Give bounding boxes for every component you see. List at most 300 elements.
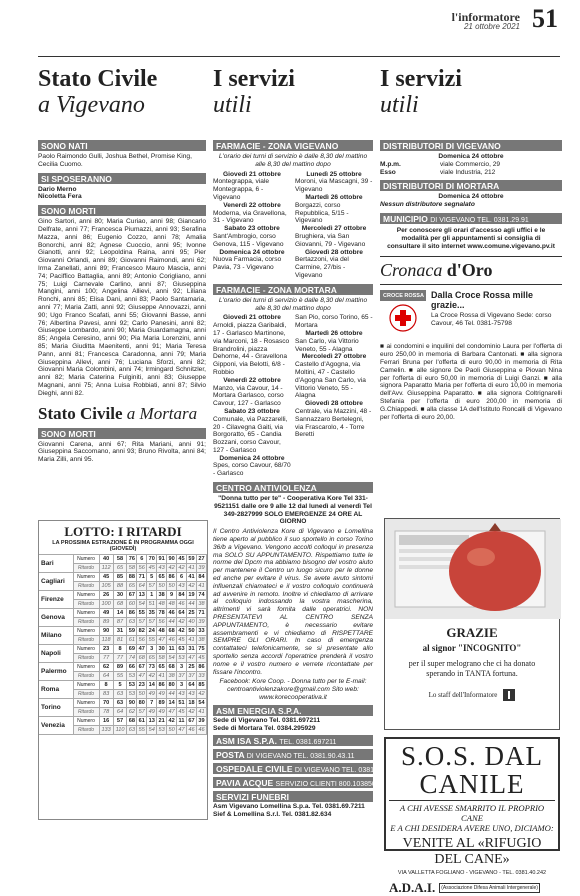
farmacia-vigevano-right-entry-0: Moroni, via Mascagni, 39 - Vigevano: [295, 178, 373, 194]
lotto-ritardo: 58: [128, 565, 135, 571]
lotto-label-numero: Numero: [73, 609, 99, 618]
lotto-ritardo: 51: [148, 601, 155, 607]
farmacie-mortara-left: [213, 314, 291, 478]
antiviolenza-foot: Facebook: Kore Coop. - Donna tutto per te E-mail: centroantiviolenzakore@gmail.com Sito web: www.korecooperativa.it: [219, 678, 367, 701]
adai-sub: (Associazione Difesa Animali Intergenerale): [441, 885, 538, 891]
lotto-number: 19: [188, 592, 195, 598]
farmacia-vigevano-left-day-1: Venerdì 22 ottobre: [223, 201, 281, 209]
sos-line-2: E A CHI DESIDERA AVERE UNO, DICIAMO:: [390, 823, 554, 833]
lotto-number: 24: [148, 628, 155, 634]
lotto-ritardo: 55: [113, 672, 127, 681]
municipio-tel: DI VIGEVANO TEL. 0381.29.91: [430, 216, 529, 224]
lotto-number: 59: [128, 628, 135, 634]
grazie-subtitle: al signor "INCOGNITO": [422, 643, 522, 653]
cronaca-doro-header: [380, 256, 562, 285]
farmacie-vigevano-intro: L'orario dei turni di servizio è dalle 8,30 del mattino alle 8,30 del mattino dopo: [218, 153, 368, 168]
farmacie-vigevano-left: [213, 171, 291, 280]
croce-rossa-title: Dalla Croce Rossa mille grazie...: [431, 290, 534, 311]
funebri-label: SERVIZI FUNEBRI: [213, 791, 373, 802]
lotto-number: 62: [99, 663, 113, 672]
lotto-ritardo: 77: [99, 654, 113, 663]
lotto-ritardo: 42: [168, 565, 175, 571]
lotto-ritardo: 61: [128, 637, 135, 643]
lotto-ritardo: 60: [128, 601, 135, 607]
lotto-number: 27: [198, 556, 205, 562]
lotto-label-numero: Numero: [73, 573, 99, 582]
lotto-number: 42: [168, 718, 175, 724]
lotto-ritardo: 50: [168, 727, 175, 733]
lotto-number: 61: [138, 718, 145, 724]
morti-mortara-label: SONO MORTI: [38, 428, 206, 439]
lotto-ritardo: 83: [99, 690, 113, 699]
servizi-subtitle: utili: [213, 92, 252, 118]
lotto-ritardo: 64: [138, 583, 145, 589]
lotto-number: 80: [168, 682, 175, 688]
farmacia-vigevano-left-entry-2: Sant'Ambrogio, corso Genova, 115 - Vigevano: [213, 232, 284, 248]
lotto-row-numbers: [39, 591, 207, 600]
lotto-ritardo: 47: [188, 655, 195, 661]
pomegranate-photo: [385, 519, 559, 619]
ospedale-label: OSPEDALE CIVILE: [216, 764, 293, 775]
antiviolenza-head: "Donna tutto per te" - Cooperativa Kore Tel 331-9521151 dalle ore 9 alle 12 dal lunedì al venerdì Tel 349-2827999 SOLO EMERGENZE 24 ORE AL GIORNO: [214, 495, 372, 526]
lotto-ritardo: 100: [99, 600, 113, 609]
lotto-number: 86: [198, 664, 205, 670]
lotto-number: 55: [138, 610, 145, 616]
lotto-city: Napoli: [39, 645, 73, 663]
sos-address: VIA VALLETTA FOGLIANO - VIGEVANO - TEL. 0381.40.242: [397, 870, 547, 876]
lotto-ritardo: 55: [138, 727, 145, 733]
lotto-number: 91: [158, 556, 165, 562]
lotto-label-ritardo: Ritardo: [73, 672, 99, 681]
lotto-number: 11: [167, 645, 177, 654]
lotto-ritardo: 56: [138, 565, 145, 571]
lotto-label-ritardo: Ritardo: [73, 654, 99, 663]
pomegranate-image: [385, 519, 561, 619]
lotto-row-numbers: [39, 573, 207, 582]
lotto-ritardo: 40: [188, 619, 195, 625]
farmacia-mortara-left-day-2: Sabato 23 ottobre: [224, 407, 280, 415]
lotto-number: 7: [147, 699, 157, 708]
lotto-ritardo: 54: [168, 655, 175, 661]
lotto-number: 13: [148, 718, 155, 724]
farmacia-mortara-left-entry-1: Manzo, via Cavour, 14 - Mortara Garlasco, corso Cavour, 127 - Garlasco: [213, 384, 284, 408]
lotto-ritardo: 57: [138, 619, 145, 625]
adai-name: A.D.A.I.: [389, 880, 436, 895]
header-rule: [38, 56, 560, 57]
stato-civile-subtitle: a Vigevano: [38, 92, 145, 118]
lotto-ritardo: 53: [178, 655, 185, 661]
lotto-ritardo: 87: [113, 618, 127, 627]
page-header: [0, 0, 580, 58]
stato-civile-mortara-title: [38, 404, 206, 424]
lotto-label-ritardo: Ritardo: [73, 600, 99, 609]
lotto-number: 5: [113, 681, 127, 690]
farmacia-vigevano-right-day-0: Lunedì 25 ottobre: [306, 170, 362, 178]
lotto-number: 76: [128, 556, 135, 562]
lotto-ritardo: 44: [188, 601, 195, 607]
lotto-ritardo: 50: [138, 691, 145, 697]
lotto-ritardo: 45: [178, 709, 185, 715]
lotto-label-numero: Numero: [73, 717, 99, 726]
lotto-number: 18: [188, 700, 195, 706]
lotto-ritardo: 45: [198, 655, 205, 661]
lotto-ritardo: 63: [128, 727, 135, 733]
farmacie-mortara-intro: L'orario dei turni di servizio è dalle 8,30 del mattino alle 8,30 del mattino dopo: [218, 296, 368, 312]
lotto-label-numero: Numero: [73, 591, 99, 600]
lotto-number: 35: [148, 610, 155, 616]
servizi-title: I servizi: [213, 66, 295, 92]
lotto-number: 57: [113, 717, 127, 726]
lotto-ritardo: 38: [168, 673, 175, 679]
lotto-number: 9: [167, 591, 177, 600]
lotto-ritardo: 50: [158, 583, 165, 589]
lotto-ritardo: 43: [178, 691, 185, 697]
distributori-vigevano-day: Domenica 24 ottobre: [438, 153, 504, 160]
lotto-number: 64: [188, 682, 195, 688]
funebri-1: Asm Vigevano Lomellina S.p.a. Tel. 0381.69.7211: [213, 803, 365, 811]
lotto-number: 45: [178, 556, 185, 562]
lotto-number: 47: [138, 646, 145, 652]
informatore-logo-icon: [503, 689, 515, 701]
lotto-ritardo: 38: [198, 637, 205, 643]
lotto-number: 40: [99, 555, 113, 564]
lotto-city: Firenze: [39, 591, 73, 609]
lotto-ritardo: 58: [158, 655, 165, 661]
sos-big: VENITE AL «RIFUGIO DEL CANE»: [402, 836, 542, 867]
croce-rossa-logo-box: [380, 290, 426, 340]
lotto-number: 3: [147, 645, 157, 654]
posta-tel: DI VIGEVANO TEL. 0381.90.43.11: [246, 753, 355, 761]
distributori-mortara-label: DISTRIBUTORI DI MORTARA: [380, 180, 562, 191]
lotto-ritardo: 48: [158, 601, 165, 607]
ospedale-tel: DI VIGEVANO TEL. 0381.333.1: [294, 767, 394, 775]
farmacia-vigevano-right-entry-1: Borgazzi, corso Repubblica, 5/15 - Vigevano: [295, 201, 349, 225]
lotto-ritardo: 47: [138, 673, 145, 679]
lotto-ritardo: 42: [178, 619, 185, 625]
lotto-ritardo: 46: [188, 727, 195, 733]
lotto-ritardo: 57: [138, 709, 145, 715]
croce-rossa-head: [380, 290, 562, 340]
lotto-number: 67: [188, 718, 195, 724]
lotto-label-ritardo: Ritardo: [73, 726, 99, 735]
farmacia-mortara-right-entry-2: Castello d'Agogna, via Moltini, 47 - Castello d'Agogna San Carlo, via Vittorio Veneto, 55 - Alagna: [295, 361, 366, 400]
lotto-number: 89: [113, 663, 127, 672]
morti-text: Gino Sartori, anni 80; Maria Curiao, anni 98; Giancarlo Delfrate, anni 77; Francesca Piumazzi, anni 93; Serafina Mazza, anni 86; Eugenio Cozzo, anni 78; Amalia Bonorchi, anni 82; Agnese Cuoccio, anni 95; Ivonne Gianotti, anni 92; Leopoldina Raina, anni 95; Pier Giovanni Orlandi, anni 89; Giovanni Raimondi, anni 62; Irma Zanellati, anni 89; Francesco Mauro Mascia, anni 74; Paciffico Battaglia, anni 89; Antonio Coriglianо, anni 75; Luigi Carnevale Carlino, anni 87; Giuseppina Mangini, anni 100; Angelina Allievi, anni 92; Liliana Ronchi, anni 85; Elisa Dani, anni 83; Paolo Santamaria, anni 77; Maria Zatti, anni 92; Giuseppe Annovazzi, anni 90; Ugo Franco Scafati, anni 55; Giovanni Basse, anni 76; Albertina Pavesi, anni 92; Carlo Panesini, anni 82; Giuseppe Lombardo, anni 90; Maria Guardamagna, anni 85; Angela Ceresino, anni 90; Pia Maria Lorenzini, anni 85; Maria Giuditta Maenitenti, anni 91; Maria Teresa Pann, anni 81; Francesca Caradonna, anni 79; Maria Giuseppina Allevi, anni 76; Luciana Sforzi, anni 82; Giovanni Maria Colombini, anni 74; Irmingard Schnitzler, anni 82; Maria Caterina Fulginiti, anni 83; Giuseppe Magnani, anni 75; Anna Luisa Robbiati, anni 87; Silvio Dieghi, anni 82.: [38, 218, 206, 397]
lotto-number: 50: [188, 628, 195, 634]
lotto-number: 70: [99, 699, 113, 708]
lotto-number: 90: [168, 556, 175, 562]
farmacia-vigevano-left-entry-1: Moderna, via Gravellona, 31 - Vigevano: [213, 209, 287, 225]
red-cross-icon: [380, 301, 426, 335]
grazie-sign-row: [385, 689, 559, 701]
lotto-number: 65: [158, 664, 165, 670]
pavia-acque-tel: SERVIZIO CLIENTI 800.103850: [275, 781, 376, 789]
lotto-number: 6: [177, 573, 187, 582]
lotto-box: [38, 520, 208, 820]
lotto-ritardo: 63: [128, 619, 135, 625]
lotto-label-numero: Numero: [73, 681, 99, 690]
lotto-ritardo: 42: [198, 691, 205, 697]
sos-title: S.O.S. DAL CANILE: [400, 741, 544, 799]
lotto-city: Cagliari: [39, 573, 73, 591]
lotto-ritardo: 78: [99, 708, 113, 717]
lotto-ritardo: 62: [128, 709, 135, 715]
lotto-number: 78: [158, 610, 165, 616]
lotto-ritardo: 42: [188, 709, 195, 715]
lotto-number: 23: [99, 645, 113, 654]
lotto-number: 90: [99, 627, 113, 636]
lotto-label-ritardo: Ritardo: [73, 708, 99, 717]
lotto-number: 82: [138, 628, 145, 634]
lotto-number: 74: [198, 592, 205, 598]
lotto-number: 5: [147, 573, 157, 582]
asm-isa-bar: [213, 735, 373, 746]
distributore-2: [380, 169, 562, 177]
farmacia-vigevano-right-entry-3: Bertazzoni, via del Carmine, 27/bis - Vigevano: [295, 256, 349, 279]
lotto-ritardo: 45: [178, 637, 185, 643]
farmacia-vigevano-left-day-3: Domenica 24 ottobre: [219, 248, 285, 256]
lotto-number: 38: [158, 592, 165, 598]
lotto-ritardo: 44: [168, 619, 175, 625]
ospedale-bar: [213, 763, 394, 775]
posta-label: POSTA: [216, 750, 245, 761]
lotto-table: [39, 554, 207, 735]
lotto-ritardo: 44: [168, 691, 175, 697]
sos-line-1: A CHI AVESSE SMARRITO IL PROPRIO CANE: [399, 803, 545, 823]
lotto-row-numbers: [39, 645, 207, 654]
farmacia-mortara-left-day-1: Venerdì 22 ottobre: [223, 376, 281, 384]
lotto-number: 1: [147, 591, 157, 600]
lotto-ritardo: 45: [148, 565, 155, 571]
publication-name: l'informatore: [451, 10, 520, 24]
grazie-title: GRAZIE: [446, 625, 498, 640]
lotto-label-ritardo: Ritardo: [73, 636, 99, 645]
lotto-number: 84: [198, 574, 205, 580]
lotto-city: Milano: [39, 627, 73, 645]
lotto-ritardo: 38: [198, 601, 205, 607]
sposo-name: Dario Merno: [38, 185, 77, 193]
lotto-ritardo: 41: [198, 583, 205, 589]
morti-section-label: SONO MORTI: [38, 205, 206, 216]
lotto-number: 86: [168, 574, 175, 580]
lotto-ritardo: 56: [158, 619, 165, 625]
lotto-ritardo: 88: [113, 582, 127, 591]
lotto-ritardo: 57: [148, 583, 155, 589]
croce-rossa-label: CROCE ROSSA: [380, 290, 426, 301]
asm-energia-mortara: Sede di Mortara Tel. 0384.295929: [213, 724, 316, 732]
farmacia-mortara-right-entry-3: Centrale, via Mazzini, 48 - Sannazzaro Bertelegni, via Frascarolo, 4 - Torre Beretti: [295, 407, 372, 439]
lotto-ritardo: 54: [138, 601, 145, 607]
lotto-number: 21: [158, 718, 165, 724]
servizi2-subtitle: utili: [380, 92, 419, 118]
lotto-ritardo: 41: [188, 565, 195, 571]
farmacia-vigevano-right-day-3: Giovedì 28 ottobre: [305, 248, 363, 256]
lotto-subtitle: LA PROSSIMA ESTRAZIONE È IN PROGRAMMA OGGI (GIOVEDÌ): [52, 540, 194, 552]
lotto-ritardo: 43: [178, 583, 185, 589]
grazie-sign: Lo staff dell'Informatore: [428, 691, 498, 699]
farmacia-vigevano-right-day-2: Mercoledì 27 ottobre: [301, 225, 367, 233]
lotto-ritardo: 50: [168, 583, 175, 589]
farmacia-vigevano-left-day-0: Giovedì 21 ottobre: [223, 170, 281, 178]
farmacie-vigevano-list: [213, 171, 373, 280]
lotto-label-numero: Numero: [73, 663, 99, 672]
lotto-number: 25: [188, 610, 195, 616]
lotto-ritardo: 41: [188, 637, 195, 643]
stato-civile-mortara-title-b: a Mortara: [126, 403, 198, 423]
doro-word: d'Oro: [446, 260, 493, 281]
lotto-ritardo: 63: [113, 690, 127, 699]
lotto-number: 86: [128, 610, 135, 616]
lotto-ritardo: 77: [113, 654, 127, 663]
pavia-acque-label: PAVIA ACQUE: [216, 778, 274, 789]
lotto-number: 14: [168, 700, 175, 706]
lotto-number: 85: [113, 573, 127, 582]
lotto-ritardo: 39: [198, 619, 205, 625]
lotto-label-numero: Numero: [73, 627, 99, 636]
morti-mortara-text: Giovanni Carena, anni 67; Rita Mariani, anni 91; Giuseppina Saccomano, anni 93; Bruno Rivolta, anni 84; Maria Zilli, anni 95.: [38, 440, 206, 464]
lotto-number: 53: [128, 682, 135, 688]
farmacia-mortara-left-day-3: Domenica 24 ottobre: [219, 454, 285, 462]
lotto-ritardo: 46: [198, 727, 205, 733]
lotto-label-ritardo: Ritardo: [73, 582, 99, 591]
servizi2-title: I servizi: [380, 66, 462, 92]
lotto-label-numero: Numero: [73, 645, 99, 654]
croce-rossa-info: La Croce Rossa di Vigevano Sede: corso Cavour, 46 Tel. 0381-75798: [431, 312, 552, 328]
lotto-ritardo: 65: [113, 564, 127, 573]
lotto-ritardo: 42: [188, 583, 195, 589]
farmacia-mortara-right-entry-0: San Pio, corso Torino, 65 - Mortara: [295, 314, 373, 330]
farmacia-vigevano-right-day-1: Martedì 26 ottobre: [305, 193, 363, 201]
lotto-label-numero: Numero: [73, 555, 99, 564]
farmacia-mortara-right-day-2: Mercoledì 27 ottobre: [301, 353, 367, 361]
lotto-label-ritardo: Ritardo: [73, 618, 99, 627]
lotto-row-numbers: [39, 699, 207, 708]
lotto-ritardo: 64: [99, 672, 113, 681]
farmacia-mortara-right-day-3: Giovedì 28 ottobre: [305, 400, 363, 408]
lotto-ritardo: 54: [148, 727, 155, 733]
lotto-ritardo: 33: [198, 673, 205, 679]
distributore-1-name: M.p.m.: [380, 160, 401, 168]
lotto-number: 45: [99, 573, 113, 582]
lotto-number: 8: [99, 681, 113, 690]
lotto-number: 75: [198, 646, 205, 652]
lotto-ritardo: 49: [158, 691, 165, 697]
lotto-number: 31: [113, 627, 127, 636]
lotto-ritardo: 105: [99, 582, 113, 591]
lotto-number: 16: [99, 717, 113, 726]
lotto-number: 67: [138, 664, 145, 670]
farmacia-mortara-left-entry-0: Arnoldi, piazza Garibaldi, 17 - Garlasco Martinone, via Marconi, 18 - Rosasco Brandrolini, piazza Dehorne, 44 - Gravellona Gipponi, via Belotti, 6/8 - Robbio: [213, 322, 290, 376]
lotto-city: Genova: [39, 609, 73, 627]
adai-row: [389, 880, 555, 896]
lotto-number: 68: [168, 664, 175, 670]
lotto-ritardo: 46: [168, 637, 175, 643]
lotto-row-numbers: [39, 627, 207, 636]
farmacia-mortara-left-entry-2: Comunale, via Pazzarelli, 20 - Cilavegna Gaiti, via Borgoratto, 65 - Candia Bozzani, corso Cavour, 127 - Garlasco: [213, 415, 288, 454]
distributore-1-addr: viale Commercio, 29: [440, 160, 501, 168]
lotto-number: 71: [138, 574, 145, 580]
farmacia-vigevano-left-entry-0: Montegrappa, viale Montegrappa, 6 - Vigevano: [213, 178, 270, 201]
distributore-2-addr: viale Industria, 212: [440, 168, 496, 176]
lotto-number: 39: [198, 718, 205, 724]
asm-isa-label: ASM ISA S.P.A.: [216, 736, 277, 747]
lotto-number: 51: [178, 700, 185, 706]
distributore-2-name: Esso: [380, 168, 396, 176]
lotto-label-numero: Numero: [73, 699, 99, 708]
cronaca-word: Cronaca: [380, 260, 443, 281]
lotto-ritardo: 41: [198, 709, 205, 715]
lotto-ritardo: 39: [198, 565, 205, 571]
grazie-body: per il super melograno che ci ha donato sperando in TANTA fortuna.: [408, 659, 536, 678]
lotto-ritardo: 112: [99, 564, 113, 573]
lotto-ritardo: 41: [158, 673, 165, 679]
farmacia-mortara-right-entry-1: San Carlo, via Vittorio Veneto, 55 - Alagna: [295, 337, 359, 353]
lotto-number: 70: [148, 556, 155, 562]
distributore-1: [380, 161, 562, 169]
antiviolenza-body: Il Centro Antiviolenza Kore di Vigevano e Lomellina tiene aperto al pubblico il suo sportello in corso Torino 36/b a Vigevano. Vengono accolti colloqui in presenza ma SOLO SU APPUNTAMENTO. Rispettiamo tutte le norme dei Dpcm ma abbiamo bisogno del vostro aiuto per mantenere il Centro un luogo sicuro per le donne ed anche per evitare il virus. Se avete avuto sintomi influenzali chiamateci e il vostro colloquio continuerà ad avvenire in remoto. Inoltre vi chiediamo di arrivare al colloquio indossando la vostra mascherina, altrimenti vi sarà fornita dalle operatrici. NON PRESENTATEVI AL CENTRO SENZA APPUNTAMENTO, è necessario evitare assembramenti e vi chiediamo di RISPETTARE SEMPRE GLI ORARI. In caso di emergenza contattateci telefonicamente, se si presentate allo sportello senza accordi l'operatrice prenderà il vostro nome e il vostro numero e verrete ricontattate per fissare l'incontro.: [213, 528, 373, 676]
lotto-number: 41: [188, 574, 195, 580]
sposi-section-label: SI SPOSERANNO: [38, 173, 206, 184]
lotto-ritardo: 133: [99, 726, 113, 735]
lotto-ritardo: 49: [148, 691, 155, 697]
lotto-ritardo: 65: [148, 655, 155, 661]
farmacie-mortara-right: [295, 314, 373, 478]
pavia-acque-bar: [213, 777, 376, 789]
stato-civile-title: Stato Civile: [38, 66, 158, 92]
lotto-number: 65: [158, 574, 165, 580]
lotto-ritardo: 110: [113, 726, 127, 735]
lotto-number: 88: [128, 574, 135, 580]
lotto-number: 59: [188, 556, 195, 562]
farmacia-mortara-right-day-1: Martedì 26 ottobre: [305, 329, 363, 337]
lotto-ritardo: 81: [113, 636, 127, 645]
lotto-number: 58: [113, 555, 127, 564]
funebri-2: Sief & Lomellina S.r.l. Tel. 0381.82.634: [213, 811, 332, 819]
lotto-number: 6: [137, 555, 147, 564]
farmacia-vigevano-left-entry-3: Nuova Farmacia, corso Pavia, 73 - Vigevano: [213, 256, 282, 272]
lotto-number: 64: [178, 610, 185, 616]
lotto-ritardo: 42: [148, 673, 155, 679]
municipio-label: MUNICIPIO: [383, 213, 428, 224]
lotto-ritardo: 42: [178, 565, 185, 571]
lotto-ritardo: 37: [178, 673, 185, 679]
distributori-mortara-day: Domenica 24 ottobre: [438, 193, 504, 201]
lotto-number: 80: [138, 700, 145, 706]
lotto-ritardo: 47: [168, 709, 175, 715]
lotto-number: 90: [128, 700, 135, 706]
lotto-row-numbers: [39, 555, 207, 564]
publication-date: 21 ottobre 2021: [463, 22, 520, 31]
lotto-row-numbers: [39, 717, 207, 726]
asm-energia-label: ASM ENERGIA S.P.A.: [213, 705, 373, 716]
lotto-ritardo: 68: [113, 600, 127, 609]
lotto-number: 3: [177, 663, 187, 672]
lotto-ritardo: 55: [148, 637, 155, 643]
lotto-number: 69: [128, 646, 135, 652]
lotto-number: 46: [168, 610, 175, 616]
asm-isa-tel: TEL. 0381.697211: [279, 739, 337, 747]
lotto-city: Bari: [39, 555, 73, 573]
lotto-ritardo: 48: [168, 601, 175, 607]
lotto-number: 66: [128, 664, 135, 670]
lotto-city: Venezia: [39, 717, 73, 735]
lotto-number: 85: [198, 682, 205, 688]
lotto-number: 11: [177, 717, 187, 726]
posta-bar: [213, 749, 373, 760]
lotto-number: 42: [178, 628, 185, 634]
lotto-ritardo: 49: [158, 709, 165, 715]
page-number: 51: [532, 4, 558, 33]
